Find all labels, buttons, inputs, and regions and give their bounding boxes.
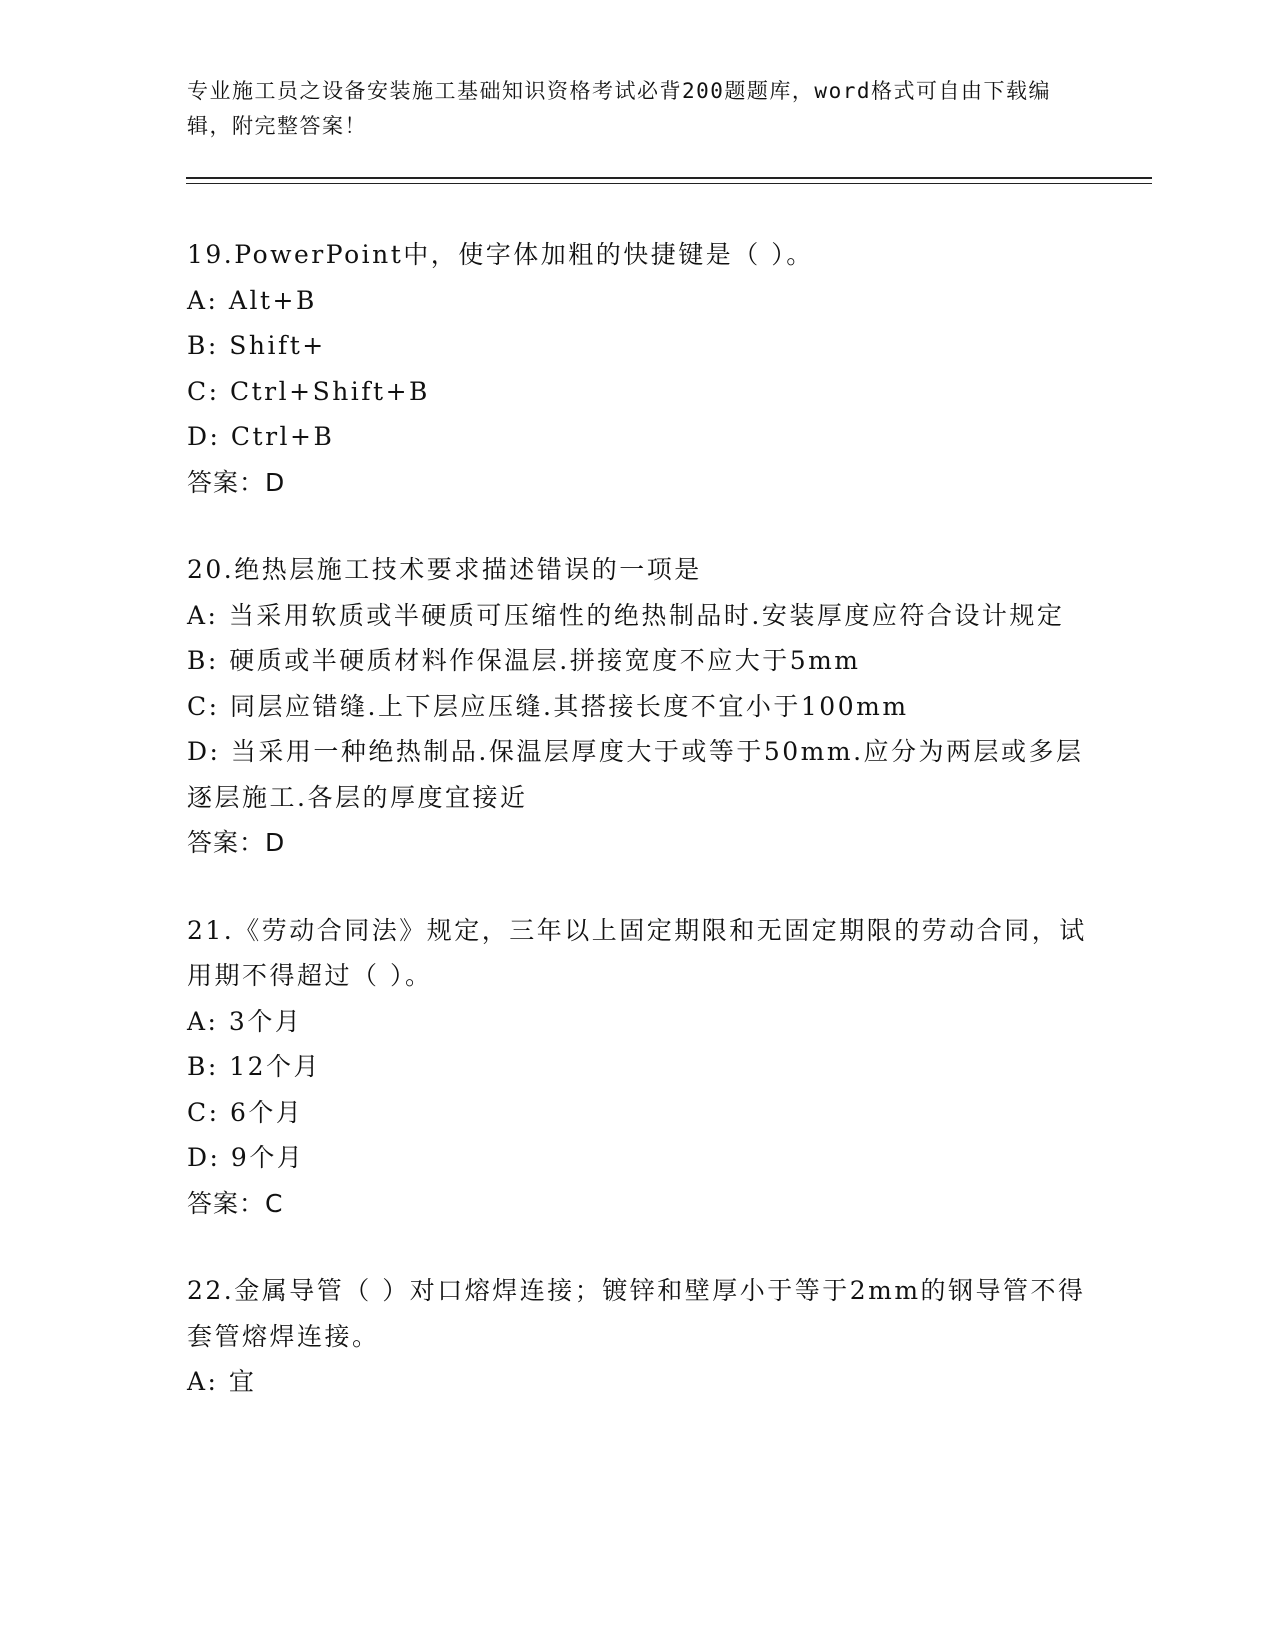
answer-label: 答案：D [187,467,286,497]
question-stem: 21.《劳动合同法》规定，三年以上固定期限和无固定期限的劳动合同，试用期不得超过（ ）。 [187,915,1087,990]
header-divider-top [186,177,1152,179]
option-a: A: 宜 [187,1367,257,1396]
option-d: D: Ctrl+B [187,422,335,451]
option-a: A: Alt+B [187,285,317,315]
option-c: C: 同层应错缝.上下层应压缝.其搭接长度不宜小于100mm [187,691,909,721]
question-stem: 20.绝热层施工技术要求描述错误的一项是 [187,555,702,584]
option-d: D: 当采用一种绝热制品.保温层厚度大于或等于50mm.应分为两层或多层逐层施工.各层的厚度宜接近 [187,737,1084,812]
option-b: B: 12个月 [187,1052,322,1081]
option-b: B: Shift+ [187,331,326,360]
header-divider-bottom [186,183,1152,184]
answer-label: 答案：D [187,828,286,857]
answer-label: 答案：C [187,1188,284,1218]
question-stem: 19.PowerPoint中，使字体加粗的快捷键是（ ）。 [187,240,814,269]
option-a: A: 当采用软质或半硬质可压缩性的绝热制品时.安装厚度应符合设计规定 [187,600,1065,630]
question-list [187,232,1087,1447]
option-b: B: 硬质或半硬质材料作保温层.拼接宽度不应大于5mm [187,646,861,675]
option-d: D: 9个月 [187,1143,305,1172]
question-21 [187,908,1087,1227]
question-22 [187,1268,1087,1405]
option-a: A: 3个月 [187,1006,303,1036]
option-c: C: Ctrl+Shift+B [187,376,430,406]
question-19 [187,232,1087,505]
option-c: C: 6个月 [187,1097,304,1127]
question-stem: 22.金属导管（ ）对口熔焊连接；镀锌和壁厚小于等于2mm的钢导管不得套管熔焊连接。 [187,1276,1086,1351]
document-header: 专业施工员之设备安装施工基础知识资格考试必背200题题库，word格式可自由下载编辑，附完整答案！ [187,79,1051,138]
question-20 [187,547,1087,866]
